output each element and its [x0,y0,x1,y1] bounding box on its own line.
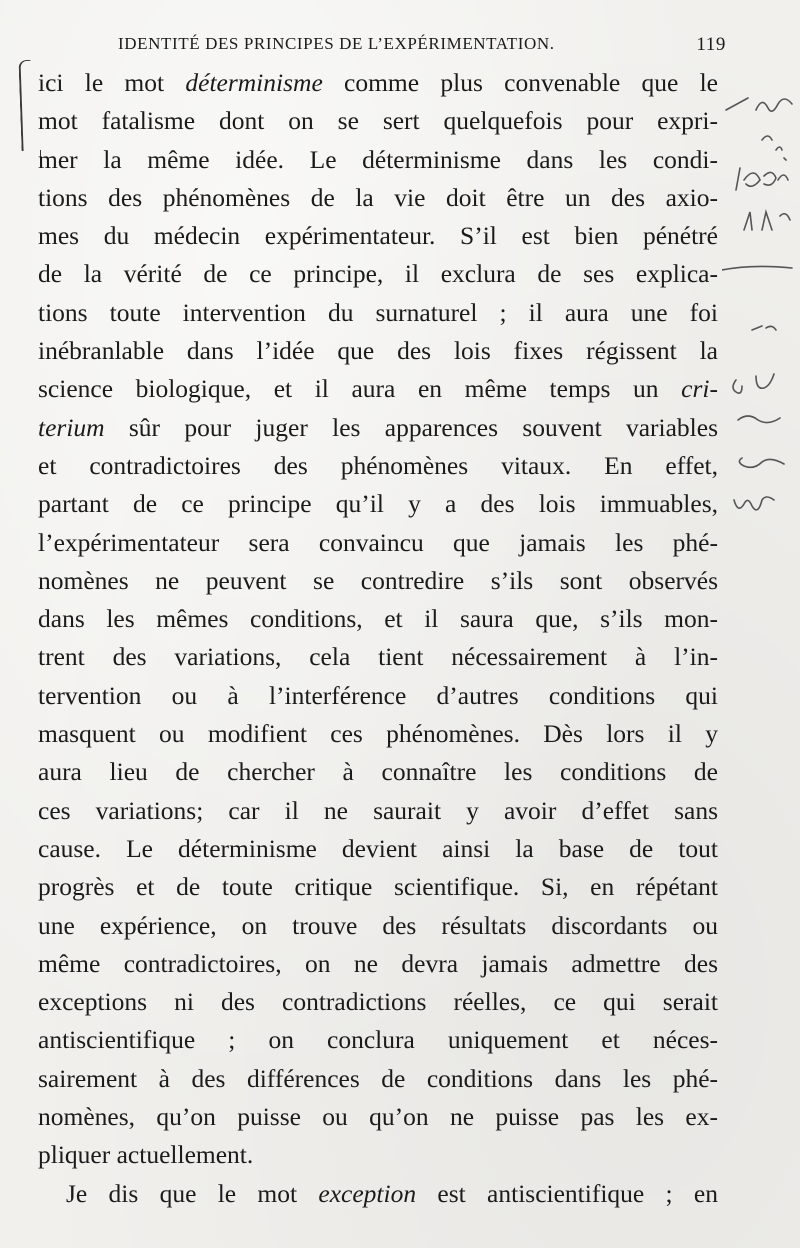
text-line [38,255,718,293]
page-number: 119 [696,34,726,55]
italic-segment: exception [318,1178,417,1208]
text-segment: nomènes ne peuvent se contredire s’ils sont observés [38,565,718,595]
text-segment: trent des variations, cela tient nécessairement à l’in- [38,642,718,672]
pencil-bracket-mark [18,60,33,151]
text-line [38,294,718,332]
text-line [38,524,718,562]
text-line [38,64,718,102]
body-text [38,64,718,1213]
running-title: IDENTITÉ DES PRINCIPES DE L’EXPÉRIMENTATION. [118,34,555,53]
text-line [38,1175,718,1213]
text-segment: tions toute intervention du surnaturel ; il aura une foi [38,297,718,327]
text-line [38,715,718,753]
text-segment: aura lieu de chercher à connaître les conditions de [38,757,718,787]
text-line [38,447,718,485]
text-segment: est antiscientifique ; en [416,1178,718,1208]
text-line [38,485,718,523]
text-segment: partant de ce principe qu’il y a des lois immuables, [38,489,718,519]
italic-segment: cri- [681,374,718,404]
text-line [38,753,718,791]
text-segment: ici le mot [38,68,186,97]
text-line [38,830,718,868]
margin-scribble-icon [722,80,800,540]
text-segment: l’expérimentateur sera convaincu que jamais les phé- [38,527,718,557]
text-line [38,907,718,945]
text-segment: ces variations; car il ne saurait y avoir d’effet sans [38,795,718,825]
text-segment: même contradictoires, on ne devra jamais admettre des [38,948,718,978]
text-line [38,409,718,447]
italic-segment: déterminisme [185,68,323,97]
text-segment: de la vérité de ce principe, il exclura de ses explica- [38,259,718,289]
text-line [38,677,718,715]
text-segment: pliquer actuellement. [38,1140,254,1170]
text-line [38,179,718,217]
text-line [38,868,718,906]
text-segment: mot fatalisme dont on se sert quelquefois pour expri- [38,106,718,136]
running-header [118,34,726,58]
handwritten-margin-notes [722,80,800,540]
text-segment: dans les mêmes conditions, et il saura que, s’ils mon- [38,604,718,634]
text-line [38,792,718,830]
text-segment: tervention ou à l’interférence d’autres conditions qui [38,680,718,710]
text-segment: masquent ou modifient ces phénomènes. Dès lors il y [38,719,718,749]
text-line [38,1021,718,1059]
text-line [38,562,718,600]
text-segment: Je dis que le mot [66,1178,319,1208]
text-segment: sairement à des différences de conditions dans les phé- [38,1063,718,1093]
text-line [38,1060,718,1098]
text-line [38,1136,718,1174]
text-segment: nomènes, qu’on puisse ou qu’on ne puisse pas les ex- [38,1102,718,1132]
text-segment: comme plus convenable que le [322,68,718,97]
text-line [38,600,718,638]
italic-segment: terium [38,412,105,442]
text-segment: progrès et de toute critique scientifique. Si, en répétant [38,872,718,902]
text-segment: une expérience, on trouve des résultats discordants ou [38,910,718,940]
text-segment: inébranlable dans l’idée que des lois fixes régissent la [38,336,718,366]
text-line [38,945,718,983]
text-segment: mes du médecin expérimentateur. S’il est bien pénétré [38,221,718,251]
text-line [38,983,718,1021]
text-segment: exceptions ni des contradictions réelles, ce qui serait [38,987,718,1017]
text-line [38,141,718,179]
text-line [38,1098,718,1136]
text-line [38,217,718,255]
text-line [38,332,718,370]
text-segment: cause. Le déterminisme devient ainsi la base de tout [38,833,718,863]
text-segment: tions des phénomènes de la vie doit être un des axio- [38,182,718,212]
text-segment: et contradictoires des phénomènes vitaux. En effet, [38,450,718,480]
text-line [38,102,718,140]
text-line [38,370,718,408]
text-segment: antiscientifique ; on conclura uniquement et néces- [38,1025,718,1055]
text-segment: sûr pour juger les apparences souvent variables [104,412,718,442]
text-segment: mer la même idée. Le déterminisme dans les condi- [38,144,718,174]
text-line [38,638,718,676]
text-segment: science biologique, et il aura en même temps un [38,374,682,404]
